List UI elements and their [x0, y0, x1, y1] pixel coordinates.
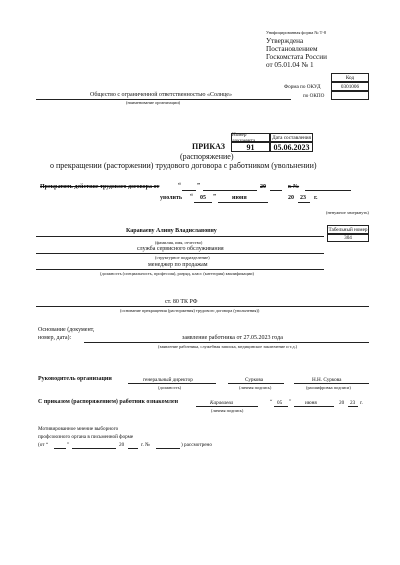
union-year-prefix: 20	[119, 442, 125, 448]
head-label: Руководитель организации	[38, 376, 112, 382]
okud-cell	[331, 82, 369, 91]
approved-line-1: Утверждена	[266, 37, 304, 45]
department-line	[36, 253, 324, 254]
employee-quote-open: “	[270, 399, 273, 405]
employee-day-line	[274, 406, 288, 407]
approved-line-3: Госкомстата России	[266, 53, 327, 61]
article-line	[36, 306, 369, 307]
tab-number-header-text: Табельный номер	[328, 226, 368, 233]
employee-signature: Караваева	[210, 400, 234, 406]
dismiss-day-line	[194, 202, 212, 203]
dismiss-quote-open: “	[190, 194, 193, 200]
dismiss-year: 23	[300, 195, 306, 201]
dismiss-label: уволить	[160, 195, 183, 201]
employee-month: июня	[305, 400, 317, 406]
doc-date-cell	[270, 142, 313, 152]
termination-quote-open-1: “	[178, 183, 181, 189]
doc-date-header-text: Дата составления	[272, 134, 311, 141]
head-name: Н.Н. Суркова	[312, 377, 342, 383]
employee-name-line	[36, 236, 324, 237]
doc-date-value: 05.06.2023	[273, 142, 310, 152]
approved-line-2: Постановлением	[266, 45, 318, 53]
code-header-cell	[331, 73, 369, 82]
union-line-3-open: (от “	[38, 442, 49, 448]
basis-label-2: номер, дата):	[38, 335, 72, 341]
position-line	[36, 269, 324, 270]
termination-number-label: г. №	[288, 184, 300, 190]
union-month-line	[72, 448, 116, 449]
termination-caption: (ненужное зачеркнуть)	[326, 210, 369, 215]
doc-number-value: 91	[246, 142, 255, 152]
dismiss-quote-close: ”	[213, 194, 216, 200]
order-subtitle: (распоряжение)	[180, 152, 234, 161]
head-sign-caption: (личная подпись)	[239, 385, 272, 390]
union-day-line	[54, 448, 66, 449]
organization-caption: (наименование организации)	[126, 100, 181, 105]
tab-number-value: 304	[344, 235, 352, 241]
employee-sign-caption: (личная подпись)	[211, 408, 244, 413]
basis-value: заявление работника от 27.05.2023 года	[182, 335, 283, 341]
dismiss-year-suffix: г.	[314, 195, 318, 201]
union-year-line	[128, 448, 138, 449]
doc-number-header	[231, 133, 270, 142]
termination-article: ст. 80 ТК РФ	[165, 299, 198, 305]
termination-number-line	[305, 190, 351, 191]
union-considered: ) рассмотрено	[181, 442, 212, 448]
okpo-label: по ОКПО	[303, 93, 325, 99]
union-line-3-close: ”	[67, 442, 70, 448]
order-title: ПРИКАЗ	[192, 142, 225, 151]
okpo-cell	[331, 91, 369, 100]
dismiss-year-prefix: 20	[288, 195, 294, 201]
employee-year: 23	[350, 400, 356, 406]
tab-number-header	[327, 225, 369, 234]
employee-year-line	[348, 406, 358, 407]
okud-value: 0301006	[340, 83, 360, 90]
employee-position: менеджер по продажам	[148, 262, 208, 268]
employee-name: Караваеву Алину Владиславовну	[126, 228, 217, 234]
union-line-2: профсоюзного органа в письменной форме	[38, 434, 134, 440]
termination-strike-text: Прекратить действие трудового договора от	[40, 184, 160, 190]
article-caption: (основание прекращения (расторжения) трудового договора (увольнения))	[120, 308, 260, 313]
doc-number-cell	[231, 142, 270, 152]
unified-form-label: Унифицированная форма № Т-8	[266, 30, 327, 35]
dismiss-day: 05	[200, 195, 206, 201]
dismiss-month: июня	[232, 195, 247, 201]
basis-line	[84, 342, 369, 343]
approved-line-4: от 05.01.04 № 1	[266, 61, 314, 69]
employee-month-line	[294, 406, 334, 407]
head-signature: Суркова	[245, 377, 264, 383]
head-name-line	[294, 383, 369, 384]
employee-year-suffix: г.	[360, 400, 363, 406]
termination-quote-close-1: ”	[197, 183, 200, 189]
dismiss-month-line	[218, 202, 268, 203]
doc-number-header-text: Номер документа	[232, 131, 256, 144]
union-number-label: г. №	[141, 442, 151, 448]
employee-department: служба сервисного обслуживания	[137, 246, 224, 252]
head-sign-line	[228, 383, 284, 384]
organization-name: Общество с ограниченной ответственностью «Солнце»	[90, 92, 232, 98]
doc-date-header	[270, 133, 313, 142]
order-description: о прекращении (расторжении) трудового договора с работником (увольнении)	[50, 161, 317, 170]
termination-year-prefix-1: 20	[260, 184, 266, 190]
union-line-1: Мотивированное мнение выборного	[38, 426, 119, 432]
employee-quote-close: ”	[289, 399, 292, 405]
okud-label: Форма по ОКУД	[284, 84, 321, 90]
termination-day-line-1	[182, 190, 196, 191]
familiar-label: С приказом (распоряжением) работник ознакомлен	[38, 399, 179, 405]
tab-number-cell	[327, 234, 369, 242]
employee-sign-line	[196, 406, 258, 407]
basis-label-1: Основание (документ,	[38, 327, 95, 333]
employee-year-prefix: 20	[339, 400, 345, 406]
head-position-line	[128, 383, 216, 384]
termination-year-line-1	[270, 190, 282, 191]
code-header-text: Код	[345, 74, 355, 81]
employee-name-caption: (фамилия, имя, отчество)	[155, 240, 203, 245]
dismiss-year-line	[298, 202, 310, 203]
position-caption: (должность (специальность, профессия), разряд, класс (категория) квалификации)	[100, 271, 254, 276]
basis-caption: (заявление работника, служебная записка, медицинское заключение и т.д.)	[158, 344, 298, 349]
head-position: генеральный директор	[143, 377, 193, 383]
employee-day: 05	[277, 400, 283, 406]
termination-month-line-1	[203, 190, 257, 191]
department-caption: (структурное подразделение)	[155, 255, 210, 260]
union-number-line	[156, 448, 180, 449]
head-position-caption: (должность)	[158, 385, 182, 390]
head-name-caption: (расшифровка подписи)	[306, 385, 351, 390]
